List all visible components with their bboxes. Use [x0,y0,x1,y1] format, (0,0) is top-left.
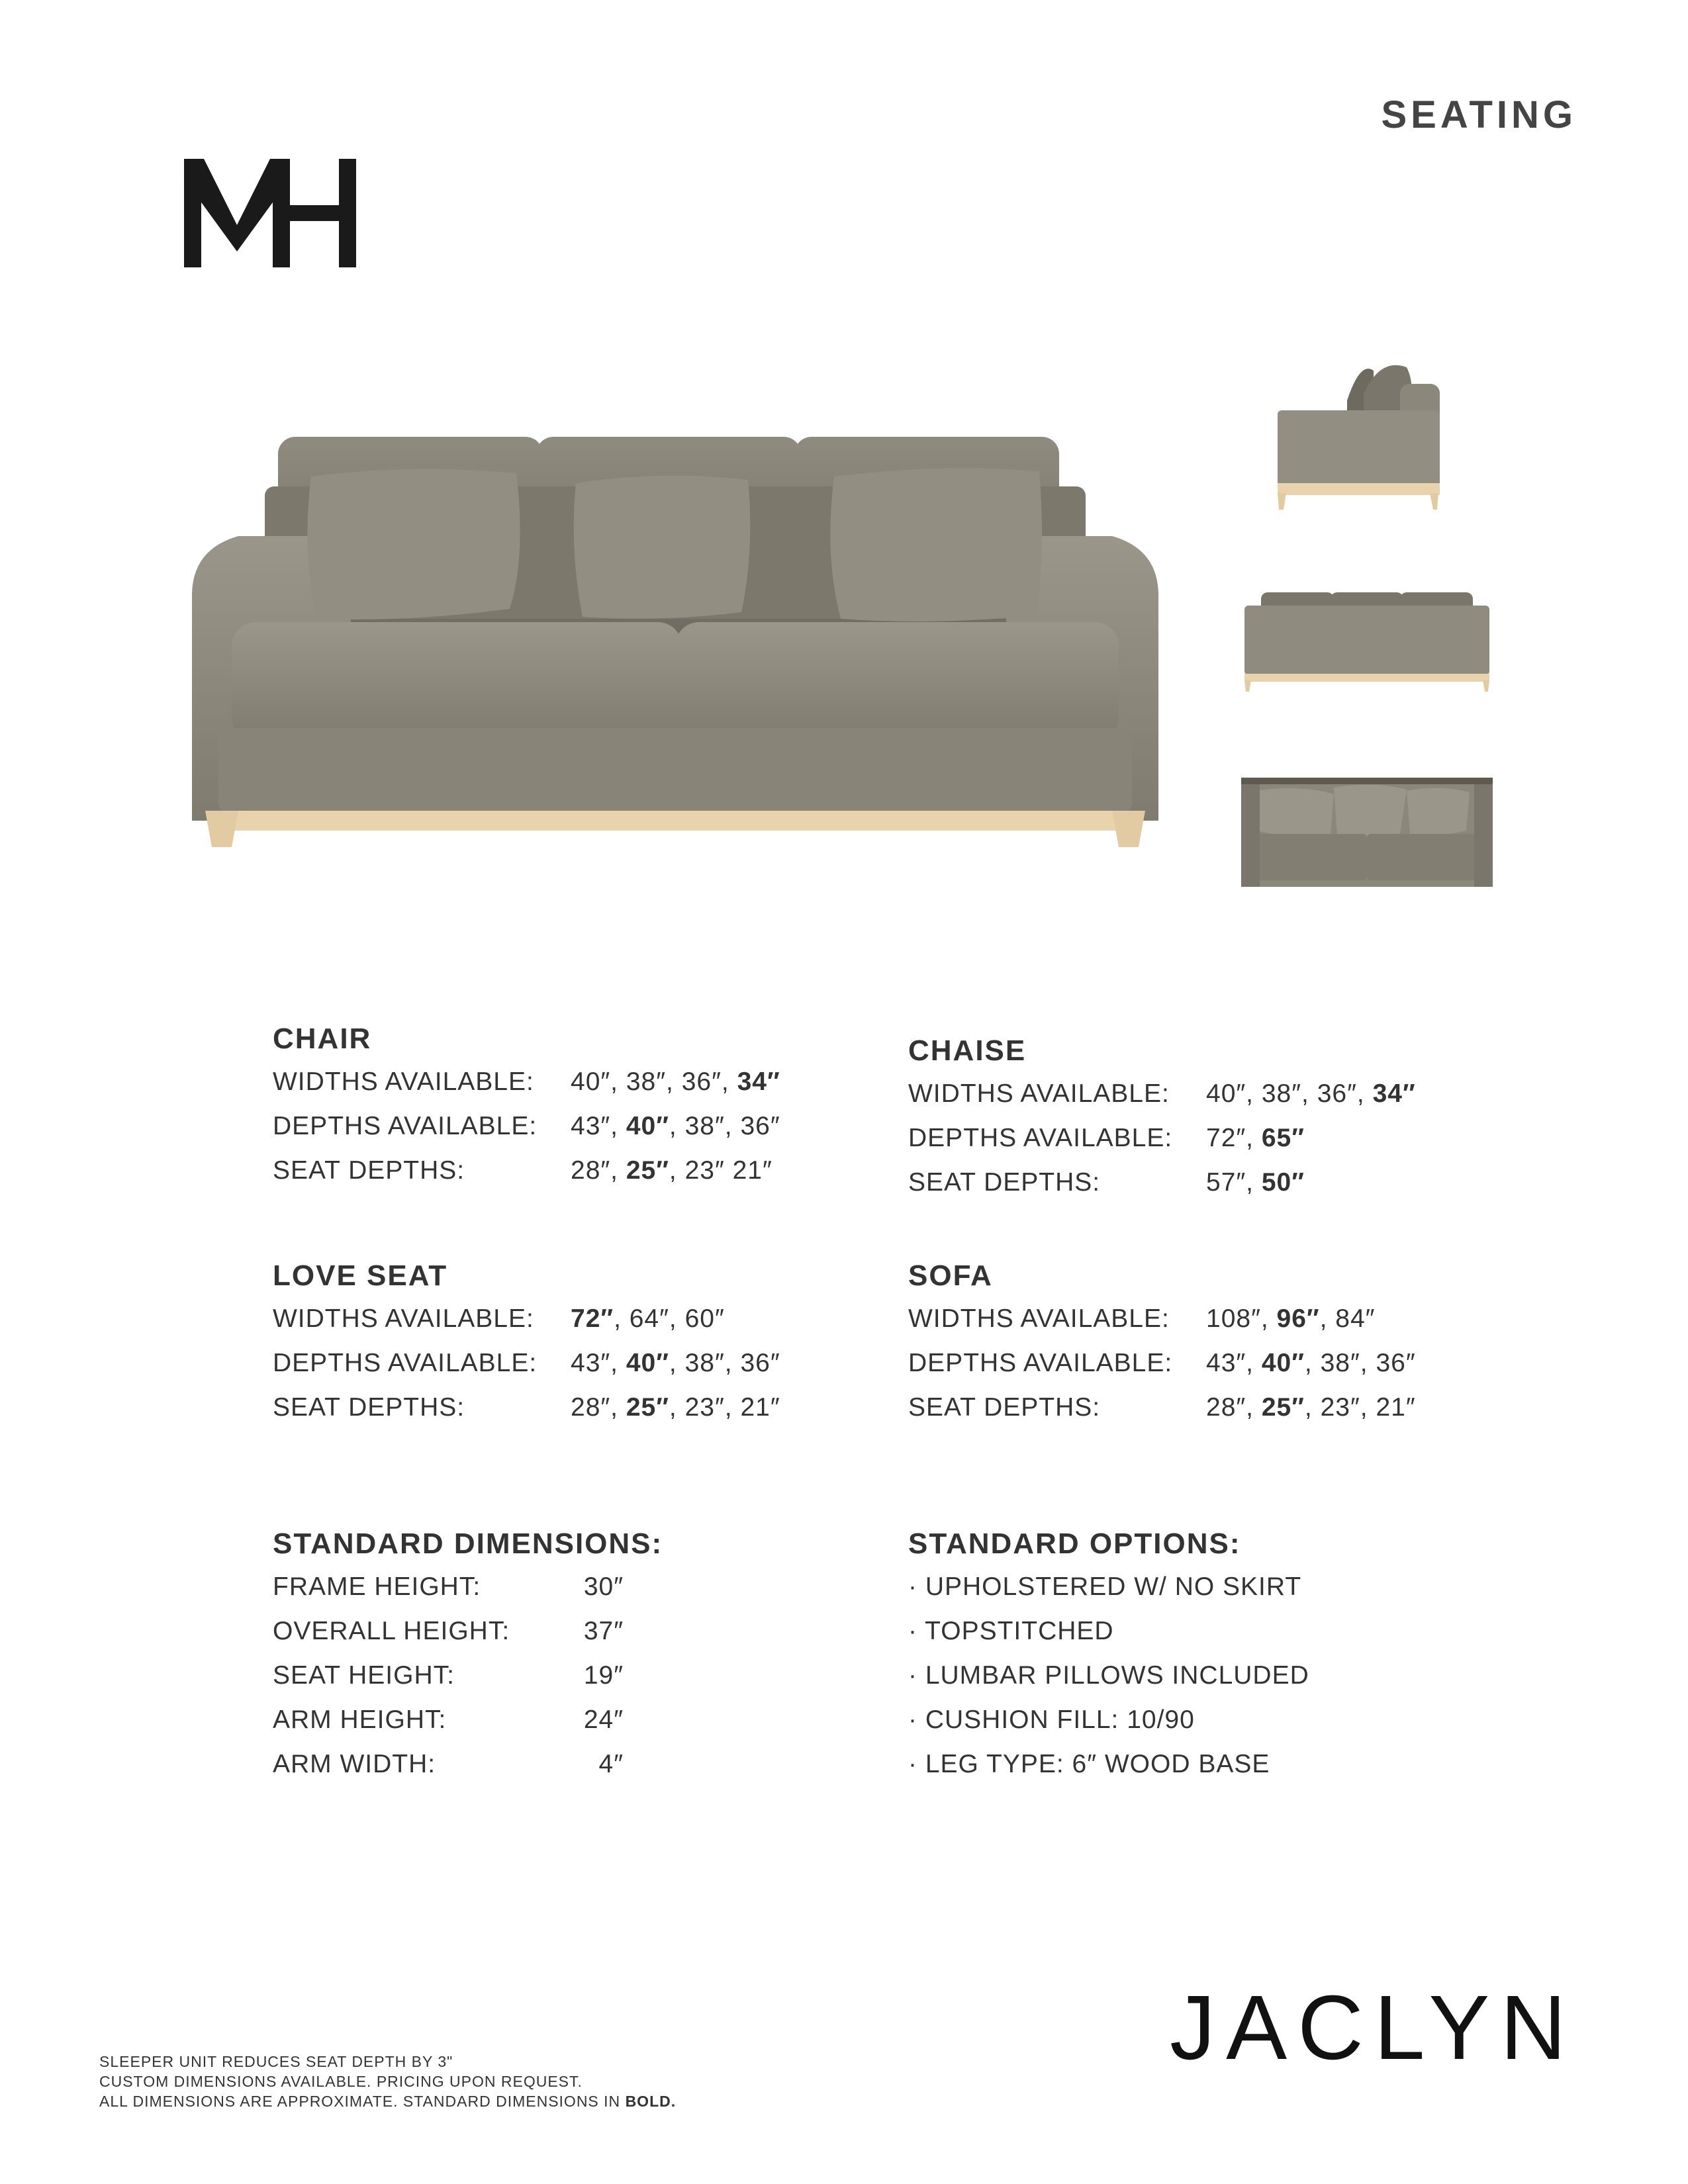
category-title: SEATING [1381,93,1577,136]
row-label: ARM HEIGHT: [273,1706,447,1734]
row-value: 4″ [598,1750,624,1778]
arm-width-row [273,1750,663,1794]
row-label: SEAT DEPTHS: [908,1393,1101,1422]
chair-seat-depths-row [273,1156,780,1201]
arm-height-row [273,1706,663,1750]
chair-title: CHAIR [273,1023,372,1055]
row-values: 28″, 25″, 23″, 21″ [571,1393,780,1422]
row-value: 24″ [583,1706,624,1734]
row-values: 72″, 65″ [1206,1124,1305,1152]
loveseat-widths-row [273,1304,780,1349]
chaise-seat-depths-row [908,1168,1416,1212]
sofa-top-view-image [1241,778,1493,890]
chaise-depths-row [908,1124,1416,1168]
sofa-main-image [185,424,1165,854]
row-value: 30″ [583,1572,624,1601]
row-values: 28″, 25″, 23″, 21″ [1206,1393,1416,1422]
sofa-title: SOFA [908,1259,993,1292]
row-values: 43″, 40″, 38″, 36″ [1206,1349,1416,1377]
row-values: 57″, 50″ [1206,1168,1305,1197]
row-value: 19″ [583,1661,624,1690]
row-values: 108″, 96″, 84″ [1206,1304,1376,1333]
sofa-front-view-image [1241,589,1493,695]
row-label: ARM WIDTH: [273,1750,436,1778]
standard-options-title: STANDARD OPTIONS: [908,1527,1241,1560]
footnotes [99,2052,676,2111]
loveseat-section [273,1259,780,1437]
row-label: WIDTHS AVAILABLE: [273,1068,534,1096]
row-label: SEAT HEIGHT: [273,1661,455,1690]
chaise-section [908,1034,1416,1212]
row-label: WIDTHS AVAILABLE: [273,1304,534,1333]
standard-dimensions-title: STANDARD DIMENSIONS: [273,1527,663,1560]
row-label: SEAT DEPTHS: [273,1393,465,1422]
row-values: 40″, 38″, 36″, 34″ [571,1068,780,1096]
footnote-custom: CUSTOM DIMENSIONS AVAILABLE. PRICING UPON REQUEST. [99,2073,583,2090]
overall-height-row [273,1617,663,1661]
standard-options-section [908,1527,1309,1794]
row-label: WIDTHS AVAILABLE: [908,1304,1170,1333]
row-label: WIDTHS AVAILABLE: [908,1079,1170,1108]
row-label: FRAME HEIGHT: [273,1572,481,1601]
row-values: 43″, 40″, 38″, 36″ [571,1349,780,1377]
row-values: 43″, 40″, 38″, 36″ [571,1112,780,1140]
footnote-approximate: ALL DIMENSIONS ARE APPROXIMATE. STANDARD DIMENSIONS IN BOLD. [99,2093,677,2110]
frame-height-row [273,1572,663,1617]
row-label: DEPTHS AVAILABLE: [273,1349,538,1377]
seat-height-row [273,1661,663,1706]
sofa-side-view-image [1274,361,1453,513]
chair-widths-row [273,1068,780,1112]
standard-dimensions-section [273,1527,663,1794]
chaise-title: CHAISE [908,1034,1027,1067]
mh-logo [179,152,364,271]
row-label: OVERALL HEIGHT: [273,1617,510,1645]
row-label: SEAT DEPTHS: [908,1168,1101,1197]
option-item: · CUSHION FILL: 10/90 [908,1706,1195,1734]
row-label: DEPTHS AVAILABLE: [908,1124,1173,1152]
row-values: 40″, 38″, 36″, 34″ [1206,1079,1416,1108]
row-label: SEAT DEPTHS: [273,1156,465,1185]
footnote-sleeper: SLEEPER UNIT REDUCES SEAT DEPTH BY 3" [99,2053,453,2070]
sofa-widths-row [908,1304,1416,1349]
sofa-section [908,1259,1416,1437]
chair-depths-row [273,1112,780,1156]
option-item: · UPHOLSTERED W/ NO SKIRT [908,1572,1302,1601]
chair-section [273,1023,780,1201]
loveseat-seat-depths-row [273,1393,780,1437]
loveseat-title: LOVE SEAT [273,1259,448,1292]
option-item: · TOPSTITCHED [908,1617,1114,1645]
chaise-widths-row [908,1079,1416,1124]
row-label: DEPTHS AVAILABLE: [273,1112,538,1140]
sofa-seat-depths-row [908,1393,1416,1437]
row-value: 37″ [583,1617,624,1645]
row-label: DEPTHS AVAILABLE: [908,1349,1173,1377]
option-item: · LEG TYPE: 6″ WOOD BASE [908,1750,1270,1778]
brand-name: JACLYN [1170,1977,1577,2079]
loveseat-depths-row [273,1349,780,1393]
row-values: 28″, 25″, 23″ 21″ [571,1156,773,1185]
sofa-depths-row [908,1349,1416,1393]
row-values: 72″, 64″, 60″ [571,1304,725,1333]
option-item: · LUMBAR PILLOWS INCLUDED [908,1661,1309,1690]
